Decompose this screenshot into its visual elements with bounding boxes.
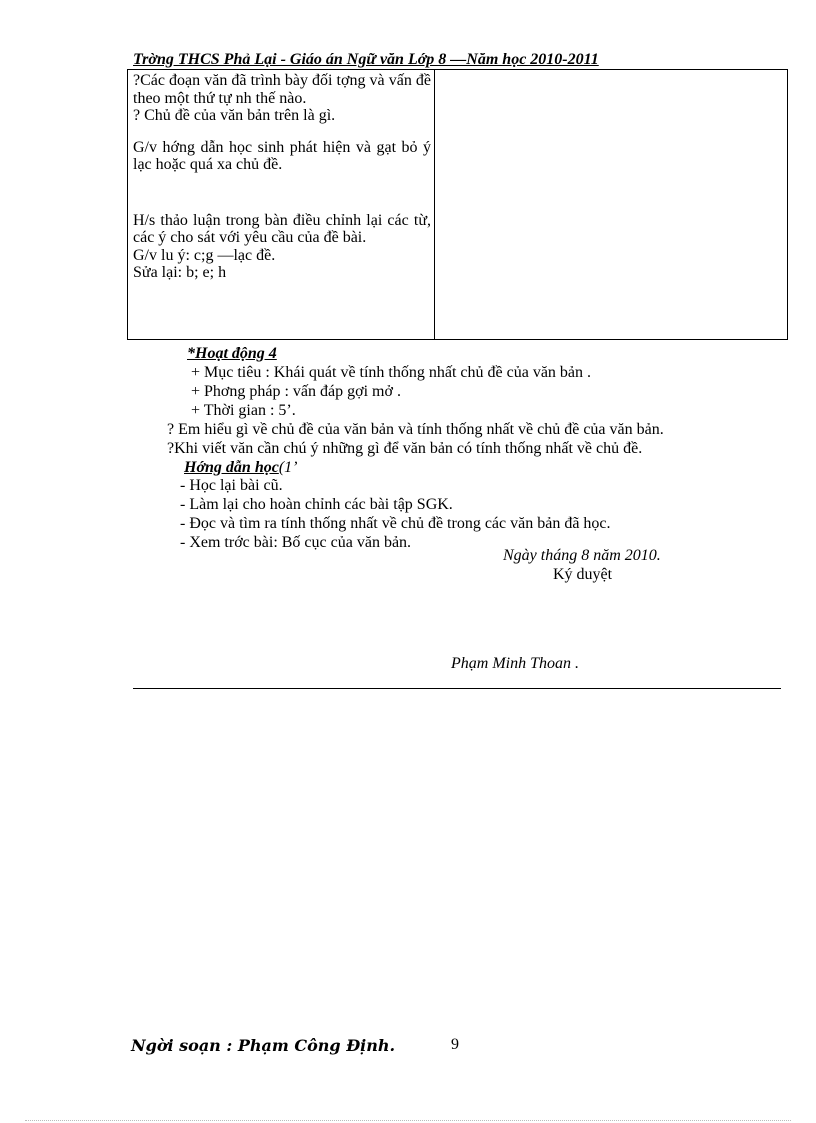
guidance-item: - Đọc và tìm ra tính thống nhất về chủ đề trong các văn bản đã học. [180,515,611,532]
guidance-item: - Xem trớc bài: Bố cục của văn bản. [180,534,412,551]
table-left-cell [133,72,431,282]
guidance-time: (1’ [278,459,298,476]
guidance-heading: Hớng dẫn học [184,459,279,476]
activity-item: + Phơng pháp : vấn đáp gợi mở . [191,383,401,400]
document-header: Trờng THCS Phả Lại - Giáo án Ngữ văn Lớp 8 —Năm học 2010-2011 [133,51,599,68]
guidance-item: - Học lại bài cũ. [180,477,283,494]
table-line: ?Các đoạn văn đã trình bày đối tợng và vấn đề theo một thứ tự nh thế nào. [133,72,431,107]
guidance-list [180,476,611,552]
approver-name: Phạm Minh Thoan . [451,655,579,672]
activity-4-section [167,344,787,477]
table-line: Sửa lại: b; e; h [133,264,227,281]
table-line: G/v hớng dẫn học sinh phát hiện và gạt bỏ ý lạc hoặc quá xa chủ đề. [133,138,431,173]
table-line: G/v lu ý: c;g —lạc đề. [133,246,276,264]
separator-line [133,688,781,689]
activity-item: + Mục tiêu : Khái quát về tính thống nhất chủ đề của văn bản . [191,364,592,381]
table-line: H/s thảo luận trong bàn điều chỉnh lại các từ, các ý cho sát với yêu cầu của đề bài. [133,211,431,246]
activity-question: ? Em hiểu gì về chủ đề của văn bản và tính thống nhất về chủ đề của văn bản. [167,421,664,438]
approval-date: Ngày tháng 8 năm 2010. [503,547,661,564]
guidance-item: - Làm lại cho hoàn chỉnh các bài tập SGK. [180,496,453,513]
table-column-divider [434,69,435,340]
table-line: ? Chủ đề của văn bản trên là gì. [133,107,336,124]
activity-heading: *Hoạt động 4 [187,345,277,362]
activity-question: ?Khi viết văn cần chú ý những gì để văn bản có tính thống nhất về chủ đề. [167,440,643,457]
page-bottom-border [25,1120,791,1121]
page-number: 9 [451,1036,459,1053]
footer-author: Ngời soạn : Phạm Công Định. [131,1036,396,1055]
approval-label: Ký duyệt [553,566,613,583]
activity-item: + Thời gian : 5’. [191,402,296,419]
